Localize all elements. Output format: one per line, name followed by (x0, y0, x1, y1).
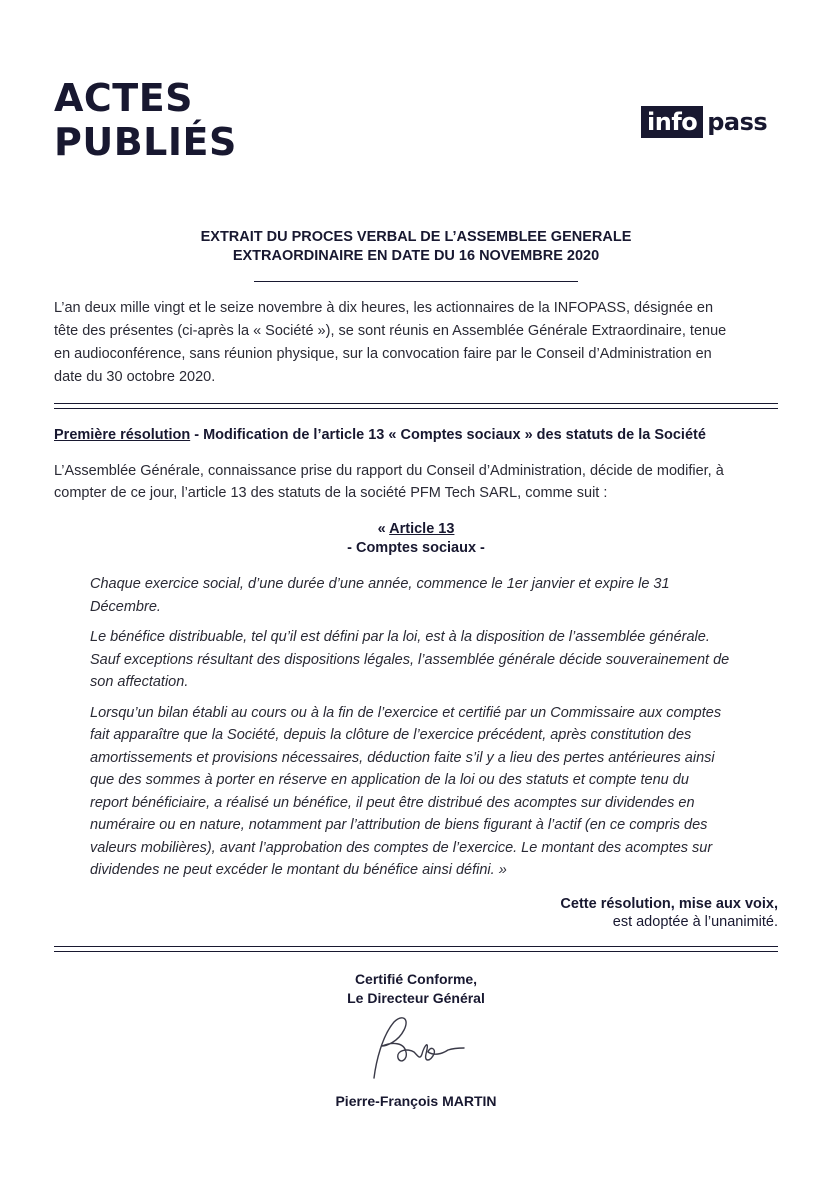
document-heading (54, 228, 778, 266)
logo-plain-text: pass (707, 108, 768, 136)
article-label: Article 13 (389, 521, 455, 537)
resolution-line: compter de ce jour, l’article 13 des statuts de la société PFM Tech SARL, comme suit : (54, 485, 608, 501)
article-line: son affectation. (90, 674, 189, 690)
resolution-body (54, 460, 784, 504)
article-line: valeurs mobilières), avant l’approbation des comptes de l’exercice. Le montant des acomptes sur (90, 839, 713, 856)
certified-line2: Le Directeur Général (347, 990, 485, 1006)
intro-line: en audioconférence, sans réunion physique, sur la convocation faire par le Conseil d’Administration en (54, 346, 712, 362)
intro-line: L’an deux mille vingt et le seize novembre à dix heures, les actionnaires de la INFOPASS, désignée en (54, 300, 714, 316)
article-paragraph (90, 573, 782, 618)
resolution-label: Première résolution (54, 427, 191, 443)
document-heading-line2: EXTRAORDINAIRE EN DATE DU 16 NOVEMBRE 2020 (232, 248, 600, 264)
page-title (54, 76, 237, 164)
intro-line: date du 30 octobre 2020. (54, 369, 216, 385)
article-line: Chaque exercice social, d’une durée d’une année, commence le 1er janvier et expire le 31 (90, 576, 670, 592)
resolution-title (54, 426, 784, 445)
article-prefix: « (377, 521, 390, 537)
page-title-line2: PUBLIÉS (54, 120, 237, 164)
page-title-line1: ACTES (54, 76, 194, 120)
article-paragraph (90, 626, 782, 694)
resolution-title-text: - Modification de l’article 13 « Comptes sociaux » des statuts de la Société (190, 427, 706, 443)
resolution-line: L’Assemblée Générale, connaissance prise du rapport du Conseil d’Administration, décide de modifier, à (54, 463, 724, 479)
infopass-logo (641, 106, 767, 138)
section-divider-top (54, 403, 778, 409)
vote-result (560, 895, 778, 931)
article-line: Sauf exceptions résultant des dispositions légales, l’assemblée générale décide souverainement de (90, 651, 730, 668)
article-line: Décembre. (90, 598, 161, 615)
vote-line1: Cette résolution, mise aux voix, (560, 896, 778, 912)
vote-line2: est adoptée à l’unanimité. (612, 914, 778, 930)
heading-underline (254, 281, 578, 282)
signer-name: Pierre-François MARTIN (335, 1093, 497, 1109)
certified-line1: Certifié Conforme, (354, 971, 478, 987)
section-divider-bottom (54, 946, 778, 952)
intro-paragraph (54, 297, 782, 389)
article-subtitle: - Comptes sociaux - (347, 540, 485, 556)
article-line: amortissements et provisions nécessaires, déduction faite s’il y a lieu des pertes antérieures ainsi (90, 749, 715, 766)
article-line: fait apparaître que la Société, depuis la clôture de l’exercice précédent, après constitution des (90, 727, 692, 743)
article-line: dividendes ne peut excéder le montant du bénéfice ainsi défini. » (90, 862, 507, 878)
intro-line: tête des présentes (ci-après la « Société »), se sont réunis en Assemblée Générale Extraordinaire, tenue (54, 323, 727, 339)
article-line: que des sommes à porter en réserve en application de la loi ou des statuts et compte tenu du (90, 772, 689, 788)
article-line: Lorsqu’un bilan établi au cours ou à la fin de l’exercice et certifié par un Commissaire aux comptes (90, 704, 722, 721)
handwritten-signature (364, 1012, 468, 1084)
logo-box-text: info (641, 106, 703, 138)
article-heading (54, 520, 778, 558)
article-line: numéraire ou en nature, notamment par l’attribution de biens figurant à l’actif (en ce compris des (90, 817, 708, 833)
certification-block (54, 970, 778, 1008)
article-paragraph (90, 702, 782, 882)
document-heading-line1: EXTRAIT DU PROCES VERBAL DE L’ASSEMBLEE GENERALE (200, 229, 632, 245)
article-body (90, 573, 782, 890)
article-line: Le bénéfice distribuable, tel qu’il est défini par la loi, est à la disposition de l’assemblée générale. (90, 629, 710, 645)
article-line: report bénéficiaire, a réalisé un bénéfice, il peut être distribué des acomptes sur dividendes en (90, 794, 695, 811)
